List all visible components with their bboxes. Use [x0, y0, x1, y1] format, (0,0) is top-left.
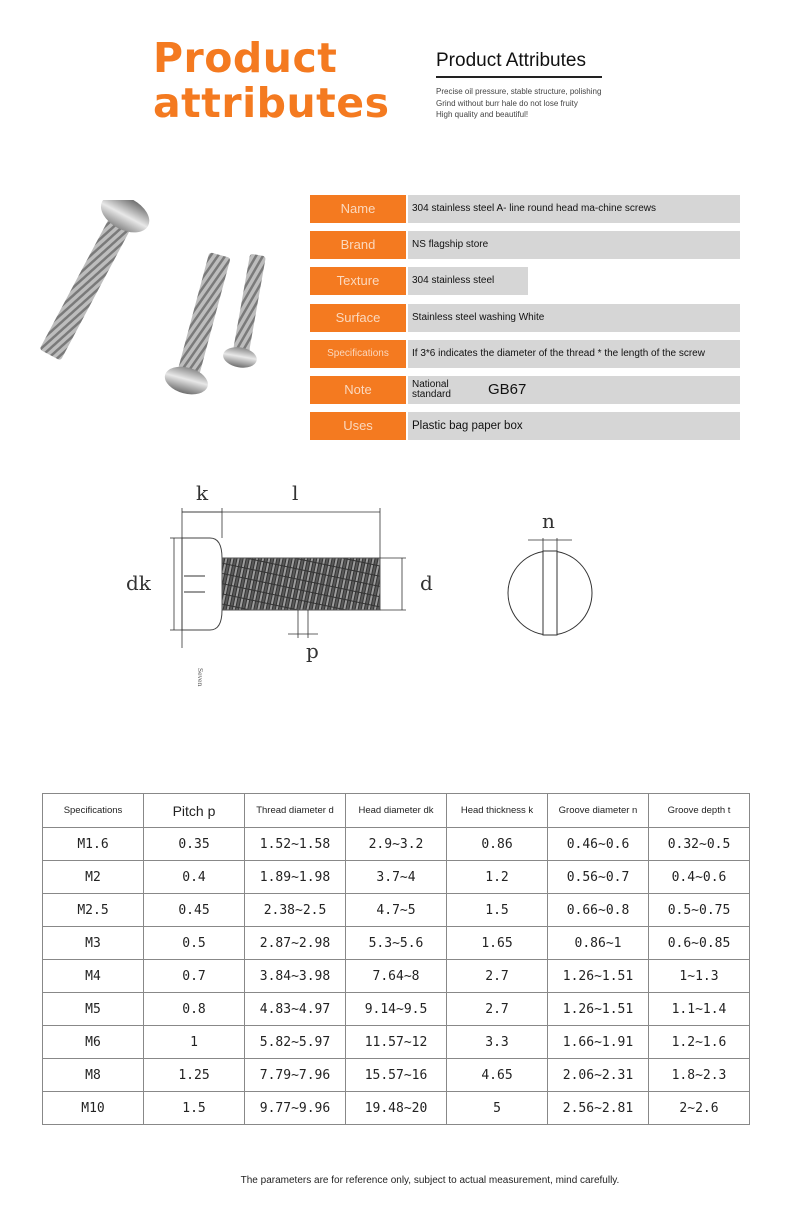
- screw-shank: [222, 558, 380, 610]
- attributes-heading: [436, 50, 606, 78]
- attribute-row-note: [310, 376, 740, 404]
- table-cell: 2.87~2.98: [245, 927, 346, 960]
- table-cell: 0.35: [144, 828, 245, 861]
- table-row: [43, 1026, 750, 1059]
- label-l: l: [292, 481, 299, 505]
- table-cell: 0.66~0.8: [548, 894, 649, 927]
- attribute-value: If 3*6 indicates the diameter of the thread * the length of the screw: [408, 340, 740, 368]
- attribute-value: 304 stainless steel A- line round head ma-chine screws: [408, 195, 740, 223]
- table-cell: 0.46~0.6: [548, 828, 649, 861]
- title-line-2: attributes: [153, 79, 390, 127]
- screw-small: [221, 252, 274, 370]
- attribute-row-brand: [310, 231, 740, 259]
- table-cell: M4: [43, 960, 144, 993]
- standard-code: GB67: [488, 381, 527, 398]
- screw-medium: [162, 249, 242, 399]
- table-header-row: [43, 794, 750, 828]
- attribute-value: [408, 376, 740, 404]
- page-title: [153, 36, 390, 126]
- table-cell: M2: [43, 861, 144, 894]
- column-header: Head diameter dk: [346, 794, 447, 828]
- table-cell: M5: [43, 993, 144, 1026]
- table-cell: 0.5~0.75: [649, 894, 750, 927]
- table-row: [43, 960, 750, 993]
- table-cell: 1~1.3: [649, 960, 750, 993]
- label-side: Seven: [196, 668, 203, 687]
- footnote: The parameters are for reference only, subject to actual measurement, mind carefully.: [240, 1175, 620, 1186]
- attribute-key: Note: [310, 376, 406, 404]
- table-cell: 0.4~0.6: [649, 861, 750, 894]
- tagline: Precise oil pressure, stable structure, polishing: [436, 87, 602, 96]
- table-cell: 2.06~2.31: [548, 1059, 649, 1092]
- specifications-table: [42, 793, 750, 1125]
- attribute-row-name: [310, 195, 740, 223]
- table-cell: 7.79~7.96: [245, 1059, 346, 1092]
- table-row: [43, 861, 750, 894]
- attribute-key: Surface: [310, 304, 406, 332]
- table-cell: 5.3~5.6: [346, 927, 447, 960]
- table-cell: 1.52~1.58: [245, 828, 346, 861]
- table-cell: 0.4: [144, 861, 245, 894]
- table-cell: 5.82~5.97: [245, 1026, 346, 1059]
- table-row: [43, 1059, 750, 1092]
- table-cell: 11.57~12: [346, 1026, 447, 1059]
- table-cell: 0.8: [144, 993, 245, 1026]
- table-cell: 2.38~2.5: [245, 894, 346, 927]
- table-cell: 7.64~8: [346, 960, 447, 993]
- table-cell: 5: [447, 1092, 548, 1125]
- tagline: Grind without burr hale do not lose fruity: [436, 98, 578, 108]
- attribute-key: Brand: [310, 231, 406, 259]
- table-cell: 0.86~1: [548, 927, 649, 960]
- slot-groove: [543, 551, 557, 635]
- note-value: National standard: [412, 379, 451, 400]
- column-header: Groove diameter n: [548, 794, 649, 828]
- column-header: Head thickness k: [447, 794, 548, 828]
- table-row: [43, 927, 750, 960]
- table-cell: 1.66~1.91: [548, 1026, 649, 1059]
- table-cell: 1.5: [144, 1092, 245, 1125]
- table-cell: 1.2: [447, 861, 548, 894]
- table-cell: 2.7: [447, 993, 548, 1026]
- table-cell: 15.57~16: [346, 1059, 447, 1092]
- table-cell: 9.14~9.5: [346, 993, 447, 1026]
- table-cell: M8: [43, 1059, 144, 1092]
- label-n: n: [542, 509, 555, 533]
- table-cell: 0.86: [447, 828, 548, 861]
- table-cell: 4.7~5: [346, 894, 447, 927]
- table-cell: M6: [43, 1026, 144, 1059]
- attribute-value: Plastic bag paper box: [408, 412, 740, 440]
- table-cell: 1.8~2.3: [649, 1059, 750, 1092]
- attribute-value: Stainless steel washing White: [408, 304, 740, 332]
- table-cell: 1.65: [447, 927, 548, 960]
- table-cell: M3: [43, 927, 144, 960]
- table-cell: 1.26~1.51: [548, 960, 649, 993]
- table-cell: 0.45: [144, 894, 245, 927]
- table-cell: 0.6~0.85: [649, 927, 750, 960]
- label-p: p: [306, 639, 319, 663]
- attribute-key: Name: [310, 195, 406, 223]
- table-cell: M1.6: [43, 828, 144, 861]
- table-row: [43, 1092, 750, 1125]
- label-d: d: [420, 571, 433, 595]
- product-image: [30, 200, 280, 400]
- table-cell: 3.84~3.98: [245, 960, 346, 993]
- table-cell: 0.32~0.5: [649, 828, 750, 861]
- column-header: Pitch p: [144, 794, 245, 828]
- attribute-row-specifications: [310, 340, 740, 368]
- table-cell: 0.5: [144, 927, 245, 960]
- label-k: k: [196, 481, 209, 505]
- attribute-key: Texture: [310, 267, 406, 295]
- column-header: Specifications: [43, 794, 144, 828]
- table-cell: 1.89~1.98: [245, 861, 346, 894]
- table-row: [43, 993, 750, 1026]
- table-row: [43, 894, 750, 927]
- screw-head: [182, 538, 222, 630]
- table-cell: 19.48~20: [346, 1092, 447, 1125]
- title-line-1: Product: [153, 34, 338, 82]
- column-header: Groove depth t: [649, 794, 750, 828]
- attribute-row-texture: [310, 267, 740, 295]
- table-cell: 1.5: [447, 894, 548, 927]
- taglines: [436, 86, 601, 121]
- label-dk: dk: [126, 571, 151, 595]
- table-cell: 1.26~1.51: [548, 993, 649, 1026]
- attribute-value: 304 stainless steel: [408, 267, 528, 295]
- screw-dimension-diagram: [110, 478, 630, 703]
- table-cell: 2.56~2.81: [548, 1092, 649, 1125]
- table-cell: 9.77~9.96: [245, 1092, 346, 1125]
- attributes-heading-text: Product Attributes: [436, 50, 586, 71]
- table-cell: 1.25: [144, 1059, 245, 1092]
- attribute-key: Specifications: [310, 340, 406, 368]
- screw-large: [30, 200, 156, 367]
- heading-underline: [436, 76, 602, 78]
- table-cell: M10: [43, 1092, 144, 1125]
- table-cell: 0.7: [144, 960, 245, 993]
- table-row: [43, 828, 750, 861]
- column-header: Thread diameter d: [245, 794, 346, 828]
- table-cell: 1.2~1.6: [649, 1026, 750, 1059]
- table-cell: 2.7: [447, 960, 548, 993]
- table-cell: 2~2.6: [649, 1092, 750, 1125]
- attribute-row-uses: [310, 412, 740, 440]
- table-cell: 4.65: [447, 1059, 548, 1092]
- tagline: High quality and beautiful!: [436, 110, 529, 119]
- table-cell: M2.5: [43, 894, 144, 927]
- table-cell: 2.9~3.2: [346, 828, 447, 861]
- table-cell: 0.56~0.7: [548, 861, 649, 894]
- attribute-row-surface: [310, 304, 740, 332]
- attribute-value: NS flagship store: [408, 231, 740, 259]
- table-cell: 3.3: [447, 1026, 548, 1059]
- table-cell: 4.83~4.97: [245, 993, 346, 1026]
- attribute-key: Uses: [310, 412, 406, 440]
- table-cell: 1.1~1.4: [649, 993, 750, 1026]
- table-cell: 1: [144, 1026, 245, 1059]
- table-cell: 3.7~4: [346, 861, 447, 894]
